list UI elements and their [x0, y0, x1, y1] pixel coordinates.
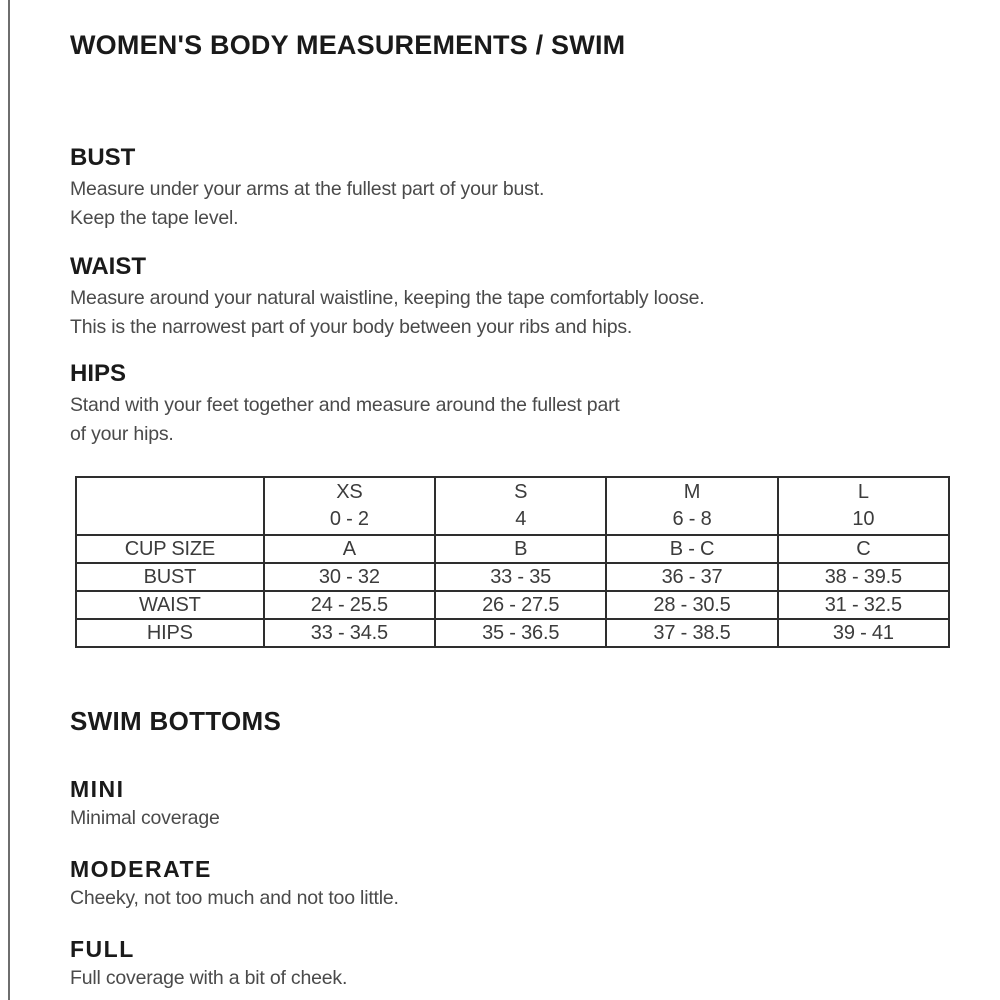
table-row-bust [76, 563, 949, 591]
row-label: WAIST [76, 591, 264, 619]
waist-description-line: Measure around your natural waistline, keeping the tape comfortably loose. [70, 287, 705, 309]
mini-style-description: Minimal coverage [70, 807, 220, 829]
waist-guide-section [70, 254, 950, 341]
size-label: S [514, 481, 528, 503]
row-label: CUP SIZE [76, 535, 264, 563]
cell-value: C [778, 535, 949, 563]
bust-heading: BUST [70, 144, 136, 171]
cell-value: B [435, 535, 606, 563]
size-range: 10 [852, 508, 875, 530]
size-range: 0 - 2 [329, 508, 369, 530]
size-header-row [76, 477, 949, 535]
size-guide-page [70, 0, 950, 991]
cell-value: 33 - 35 [435, 563, 606, 591]
size-label: M [683, 481, 701, 503]
size-col-s [435, 477, 606, 535]
table-row-hips [76, 619, 949, 647]
size-col-m [606, 477, 777, 535]
table-row-cup-size [76, 535, 949, 563]
moderate-style-name: MODERATE [70, 856, 212, 882]
table-row-waist [76, 591, 949, 619]
cell-value: 38 - 39.5 [778, 563, 949, 591]
row-label: HIPS [76, 619, 264, 647]
cell-value: 37 - 38.5 [606, 619, 777, 647]
cell-value: 30 - 32 [264, 563, 435, 591]
bust-description-line: Measure under your arms at the fullest part of your bust. [70, 178, 545, 200]
bottoms-style-full [70, 937, 950, 991]
swim-bottoms-heading: SWIM BOTTOMS [70, 706, 282, 736]
size-chart-table [75, 476, 950, 648]
bottoms-style-mini [70, 777, 950, 831]
bust-description-line: Keep the tape level. [70, 206, 239, 229]
bust-guide-section [70, 145, 950, 232]
hips-description-line: of your hips. [70, 422, 174, 445]
size-range: 6 - 8 [672, 508, 712, 530]
cell-value: B - C [606, 535, 777, 563]
size-label: L [857, 481, 869, 503]
cell-value: 36 - 37 [606, 563, 777, 591]
cell-value: 26 - 27.5 [435, 591, 606, 619]
size-col-l [778, 477, 949, 535]
waist-description-line: This is the narrowest part of your body between your ribs and hips. [70, 315, 633, 338]
hips-guide-section [70, 361, 950, 448]
hips-description-line: Stand with your feet together and measure around the fullest part [70, 394, 620, 416]
size-col-xs [264, 477, 435, 535]
cell-value: 28 - 30.5 [606, 591, 777, 619]
full-style-description: Full coverage with a bit of cheek. [70, 967, 348, 989]
row-label: BUST [76, 563, 264, 591]
left-edge-divider [8, 0, 10, 1000]
bottoms-style-moderate [70, 857, 950, 911]
waist-heading: WAIST [70, 253, 146, 280]
page-title: WOMEN'S BODY MEASUREMENTS / SWIM [70, 30, 626, 60]
cell-value: 24 - 25.5 [264, 591, 435, 619]
cell-value: 33 - 34.5 [264, 619, 435, 647]
mini-style-name: MINI [70, 776, 125, 802]
corner-cell [76, 477, 264, 535]
full-style-name: FULL [70, 936, 135, 962]
cell-value: A [264, 535, 435, 563]
cell-value: 31 - 32.5 [778, 591, 949, 619]
cell-value: 35 - 36.5 [435, 619, 606, 647]
cell-value: 39 - 41 [778, 619, 949, 647]
size-label: XS [336, 481, 363, 503]
moderate-style-description: Cheeky, not too much and not too little. [70, 887, 399, 909]
hips-heading: HIPS [70, 360, 127, 387]
size-range: 4 [515, 508, 527, 530]
